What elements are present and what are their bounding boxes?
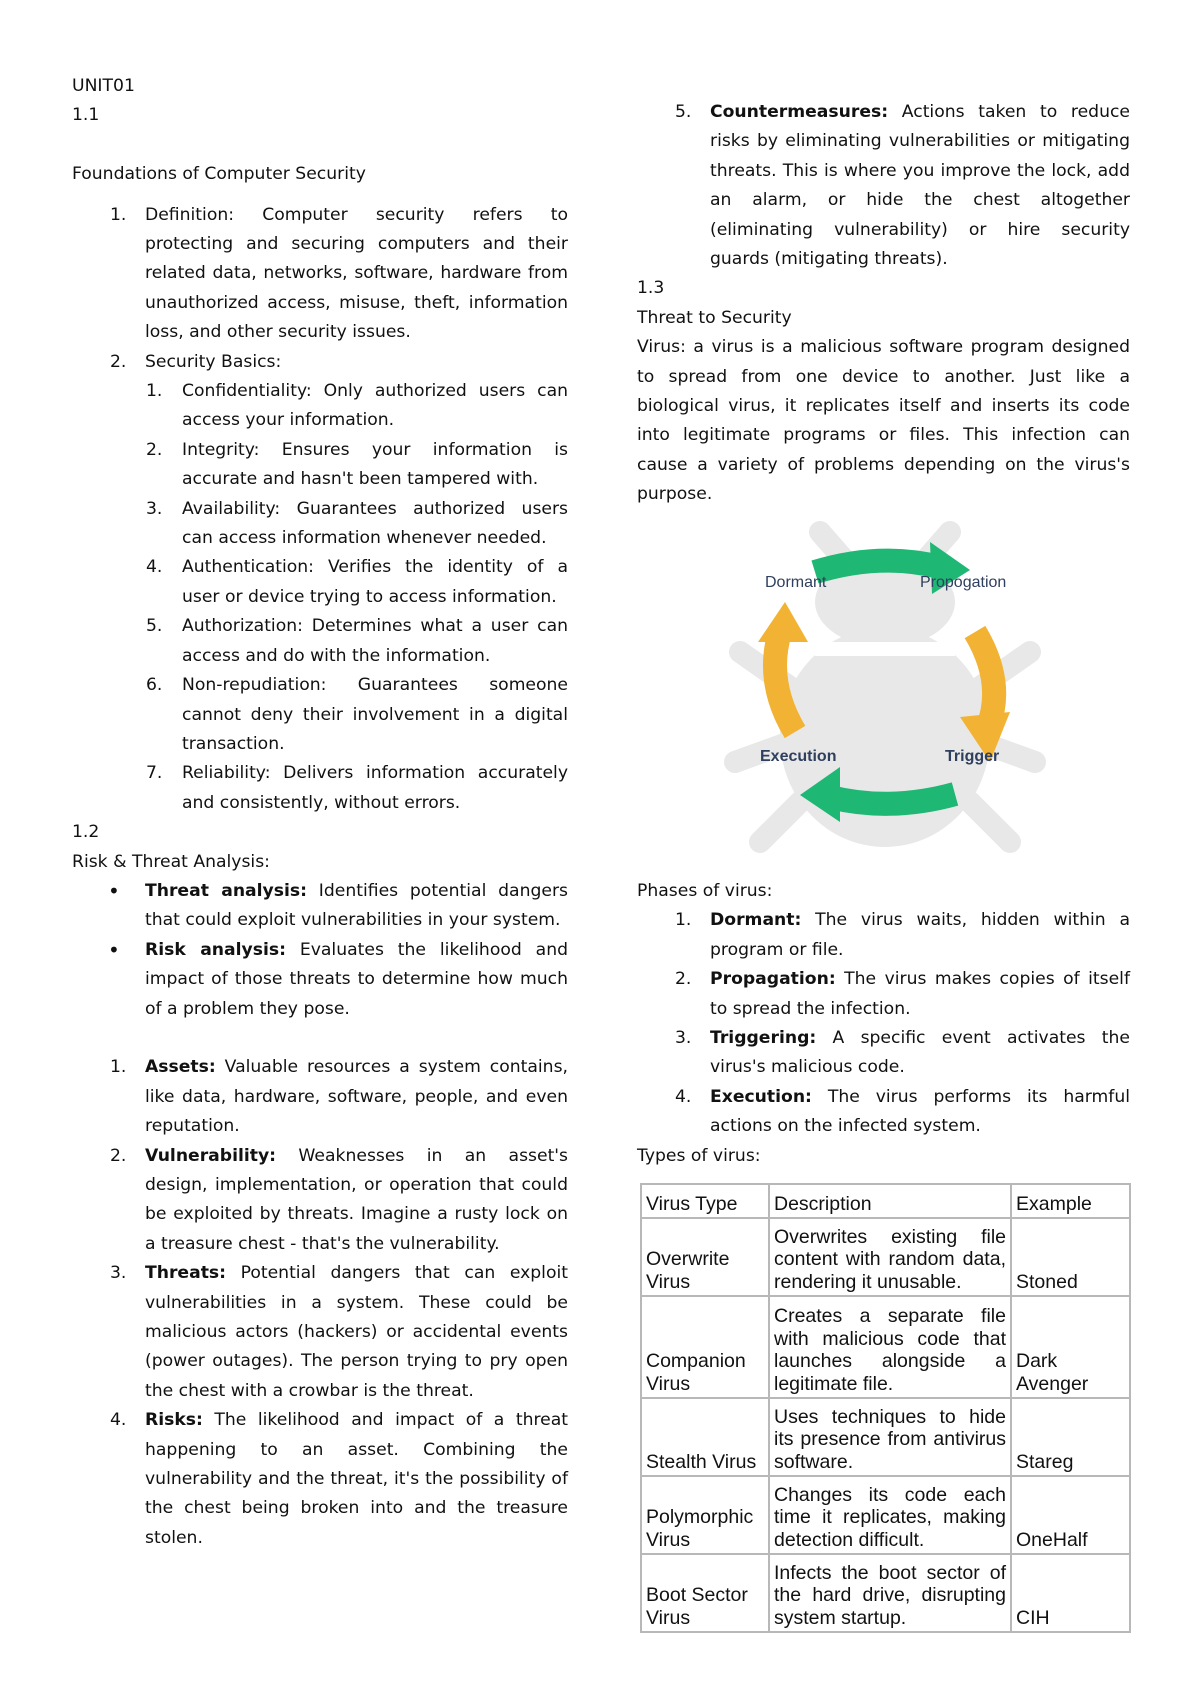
virus-lifecycle-diagram (720, 512, 1050, 862)
arrow-trigger-to-execution (830, 794, 955, 804)
foundations-list (72, 201, 568, 377)
label-propagation: Propogation (920, 574, 1007, 591)
section-1-2-title: Risk & Threat Analysis: (72, 851, 270, 872)
table-row: Overwrite Virus Overwrites existing file content with random data, rendering it unusable. Stoned (641, 1218, 1130, 1296)
table-row: Companion Virus Creates a separate file with malicious code that launches alongside a legitimate file. Dark Avenger (641, 1296, 1130, 1398)
list-item: 5. Countermeasures: Actions taken to reduce risks by eliminating vulnerabilities or mitigating threats. This is where you improve the lock, add an alarm, or hide the chest altogether (eliminating vulnerability) or hire security guards (mitigating threats). (675, 102, 1130, 270)
section-1-1-title: Foundations of Computer Security (72, 164, 366, 185)
phases-section (637, 877, 1130, 1171)
table-row: Boot Sector Virus Infects the boot sector of the hard drive, disrupting system startup. CIH (641, 1554, 1130, 1632)
label-trigger: Trigger (945, 748, 1000, 765)
bullet-icon: • (108, 878, 120, 903)
list-item: 2. Security Basics: (110, 351, 282, 372)
list-item: • Threat analysis: Identifies potential dangers that could exploit vulnerabilities in your system. (108, 878, 568, 931)
definition-text: Definition: Computer security refers to protecting and securing computers and their related data, networks, software, hardware from unauthorized access, misuse, theft, information loss, and other security issues. (145, 204, 568, 343)
types-title: Types of virus: (637, 1145, 761, 1166)
list-item: 1. Definition: Computer security refers to protecting and securing computers and their related data, networks, software, hardware from unauthorized access, misuse, theft, information loss, and other security issues. (110, 204, 568, 343)
bug-divider (815, 642, 955, 656)
list-item: 6. Non-repudiation: Guarantees someone cannot deny their involvement in a digital transaction. (146, 675, 568, 754)
list-item: 1. Assets: Valuable resources a system contains, like data, hardware, software, people, and even reputation. (110, 1057, 568, 1137)
phases-title: Phases of virus: (637, 881, 773, 901)
countermeasures-list (637, 98, 1130, 274)
label-execution: Execution (760, 748, 837, 765)
column-header: Example (1011, 1184, 1130, 1218)
list-item: 2. Propagation: The virus makes copies of itself to spread the infection. (675, 969, 1130, 1019)
list-item: 1. Confidentiality: Only authorized users can access your information. (146, 381, 568, 431)
right-column (637, 98, 1130, 510)
section-1-3-title: Threat to Security (637, 307, 792, 328)
section-1-3-number: 1.3 (637, 278, 665, 299)
list-item: 2. Integrity: Ensures your information is accurate and hasn't been tampered with. (146, 439, 568, 490)
list-item: 3. Triggering: A specific event activates the virus's malicious code. (675, 1028, 1130, 1078)
list-item: 5. Authorization: Determines what a user can access and do with the information. (146, 616, 568, 666)
column-header: Virus Type (641, 1184, 769, 1218)
left-column (72, 72, 568, 1553)
virus-intro: Virus: a virus is a malicious software program designed to spread from one device to another. Just like a biological virus, it replicates itself and inserts its code into legitimate programs or files. This infection can cause a variety of problems depending on the virus's purpose. (637, 337, 1130, 505)
list-item: • Risk analysis: Evaluates the likelihood and impact of those threats to determine how much of a problem they pose. (108, 937, 568, 1019)
list-item: 4. Execution: The virus performs its harmful actions on the infected system. (675, 1086, 1130, 1137)
table-row: Polymorphic Virus Changes its code each time it replicates, making detection difficult. OneHalf (641, 1476, 1130, 1554)
analysis-bullets (72, 877, 568, 1024)
security-basics-list (72, 377, 568, 818)
column-header: Description (769, 1184, 1011, 1218)
risk-concepts-list (72, 1053, 568, 1553)
arrow-head (758, 602, 808, 642)
section-1-2-number: 1.2 (72, 822, 100, 843)
list-item: 2. Vulnerability: Weaknesses in an asset's design, implementation, or operation that could be exploited by threats. Imagine a rusty lock on a treasure chest - that's the vulnerability. (110, 1145, 568, 1254)
security-basics-label: Security Basics: (145, 351, 282, 372)
virus-lifecycle-svg (720, 512, 1050, 862)
virus-types-table (640, 1183, 1131, 1633)
list-item: 1. Dormant: The virus waits, hidden within a program or file. (675, 910, 1130, 960)
section-1-1-number: 1.1 (72, 105, 100, 126)
table-row: Stealth Virus Uses techniques to hide its presence from antivirus software. Stareg (641, 1398, 1130, 1476)
list-item: 4. Authentication: Verifies the identity of a user or device trying to access information. (146, 557, 568, 607)
list-item: 3. Threats: Potential dangers that can exploit vulnerabilities in a system. These could be malicious actors (hackers) or accidental events (power outages). The person trying to pry open the chest with a crowbar is the threat. (110, 1263, 568, 1401)
list-item: 3. Availability: Guarantees authorized users can access information whenever needed. (146, 498, 568, 549)
table-header-row (641, 1184, 1130, 1218)
list-item: 4. Risks: The likelihood and impact of a threat happening to an asset. Combining the vulnerability and the threat, it's the possibility of the chest being broken into and the treasure stolen. (110, 1410, 568, 1548)
bullet-icon: • (108, 937, 120, 962)
list-item: 7. Reliability: Delivers information accurately and consistently, without errors. (146, 763, 568, 813)
unit-title: UNIT01 (72, 76, 135, 96)
arrow-dormant-to-propagation (815, 561, 940, 572)
phases-list (637, 906, 1130, 1141)
label-dormant: Dormant (765, 574, 827, 591)
